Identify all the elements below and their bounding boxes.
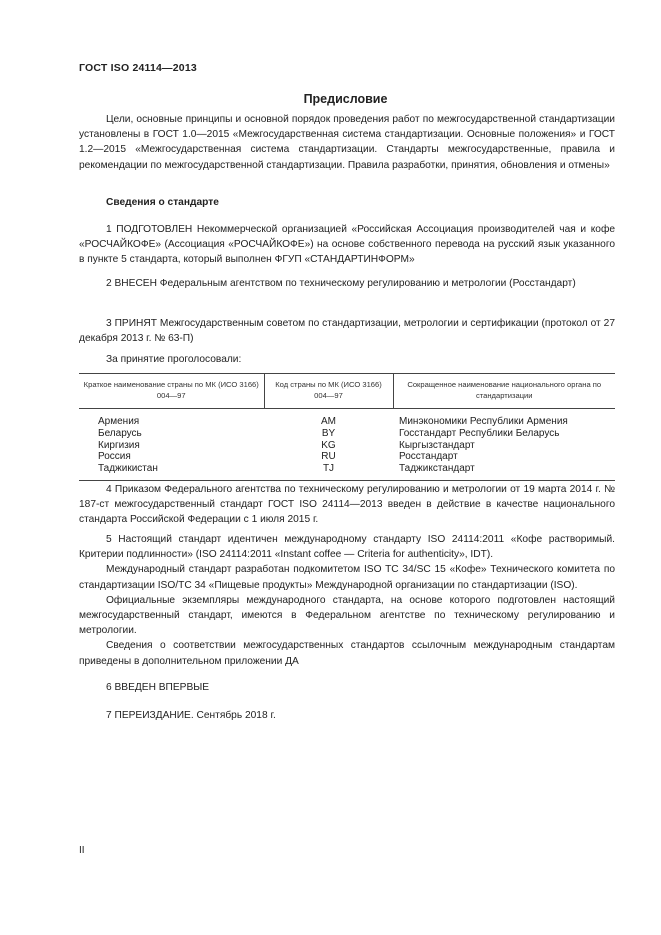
header-body: Сокращенное наименование национального органа по стандартизации: [393, 374, 615, 409]
header-code: Код страны по МК (ИСО 3166) 004—97: [264, 374, 393, 409]
item-6: 6 ВВЕДЕН ВПЕРВЫЕ: [106, 682, 210, 693]
table-cell-code: BY: [321, 427, 336, 439]
table-cell-body: Росстандарт: [399, 451, 458, 463]
table-cell-body: Минэкономики Республики Армения: [399, 416, 568, 427]
item-5: 5 Настоящий стандарт идентичен международному стандарту ISO 24114:2011 «Кофе растворимый. Критерии подлинности» (ISO 24114:2011 «Instant coffee — Criteria for authenticity», IDT).: [79, 534, 615, 561]
table-cell-body: Кыргызстандарт: [399, 439, 475, 451]
info-heading: Сведения о стандарте: [106, 197, 219, 208]
table-cell-code: KG: [321, 439, 336, 451]
item-5-international: Международный стандарт разработан подкомитетом ISO TC 34/SC 15 «Кофе» Технического комитета по стандартизации ISO/TC 34 «Пищевые продукты» Международной организации по стандартизации (ISO).: [79, 564, 615, 591]
table-cell-country: Россия: [98, 451, 131, 463]
item3-block: [79, 316, 615, 346]
item7-block: [79, 708, 615, 723]
page-number: II: [79, 845, 85, 856]
table-cell-code: AM: [321, 416, 336, 427]
table-cell-country: Беларусь: [98, 427, 142, 439]
table-cell-country: Армения: [98, 416, 140, 427]
country-column: [79, 409, 264, 481]
item4-block: [79, 482, 615, 528]
header-country: Краткое наименование страны по МК (ИСО 3166) 004—97: [79, 374, 264, 409]
foreword-intro-block: [79, 112, 615, 173]
table-cell-code: TJ: [322, 463, 335, 475]
item-1: 1 ПОДГОТОВЛЕН Некоммерческой организацией «Российская Ассоциация производителей чая и кофе «РОСЧАЙКОФЕ» (Ассоциация «РОСЧАЙКОФЕ») на основе собственного перевода на русский язык указанного в пункте 5 стандарта, который выполнен ФГУП «СТАНДАРТИНФОРМ»: [79, 224, 615, 266]
vote-table: [79, 373, 615, 481]
table-cell-country: Киргизия: [98, 439, 140, 451]
vote-label: За принятие проголосовали:: [106, 354, 242, 365]
vote-label-block: [79, 352, 615, 367]
table-cell-code: RU: [321, 451, 336, 463]
item-7: 7 ПЕРЕИЗДАНИЕ. Сентябрь 2018 г.: [106, 710, 276, 721]
foreword-intro: Цели, основные принципы и основной порядок проведения работ по межгосударственной стандартизации установлены в ГОСТ 1.0—2015 «Межгосударственная система стандартизации. Основные положения» и ГОСТ 1.2—2015 «Межгосударственная система стандартизации. Стандарты межгосударственные, правила и рекомендации по межгосударственной стандартизации. Правила разработки, принятия, обновления и отмены»: [79, 114, 615, 171]
code-column: [264, 409, 393, 481]
vote-table-header-row: [79, 374, 615, 409]
item-3: 3 ПРИНЯТ Межгосударственным советом по стандартизации, метрологии и сертификации (протокол от 27 декабря 2013 г. № 63-П): [79, 318, 615, 345]
table-cell-country: Таджикистан: [98, 463, 158, 475]
item6-block: [79, 680, 615, 695]
item-4: 4 Приказом Федерального агентства по техническому регулированию и метрологии от 19 марта 2014 г. № 187-ст межгосударственный стандарт ГОСТ ISO 24114—2013 введен в действие в качестве национального стандарта Российской Федерации с 1 июля 2015 г.: [79, 484, 615, 526]
item5-block: [79, 532, 615, 669]
item1-block: [79, 222, 615, 268]
document-code-header: ГОСТ ISO 24114—2013: [79, 62, 197, 74]
body-column: [393, 409, 615, 481]
item2-block: [79, 276, 615, 291]
item-2: 2 ВНЕСЕН Федеральным агентством по техническому регулированию и метрологии (Росстандарт): [106, 278, 576, 289]
table-cell-body: Таджикстандарт: [399, 463, 475, 475]
item-5-references: Сведения о соответствии межгосударственных стандартов ссылочным международным стандартам приведены в дополнительном приложении ДА: [79, 640, 615, 667]
vote-table-body-row: [79, 409, 615, 481]
foreword-title: Предисловие: [303, 92, 388, 106]
table-cell-body: Госстандарт Республики Беларусь: [399, 427, 560, 439]
item-5-official-copies: Официальные экземпляры международного стандарта, на основе которого подготовлен настоящий межгосударственный стандарт, имеются в Федеральном агентстве по техническому регулированию и метрологии.: [79, 594, 615, 637]
